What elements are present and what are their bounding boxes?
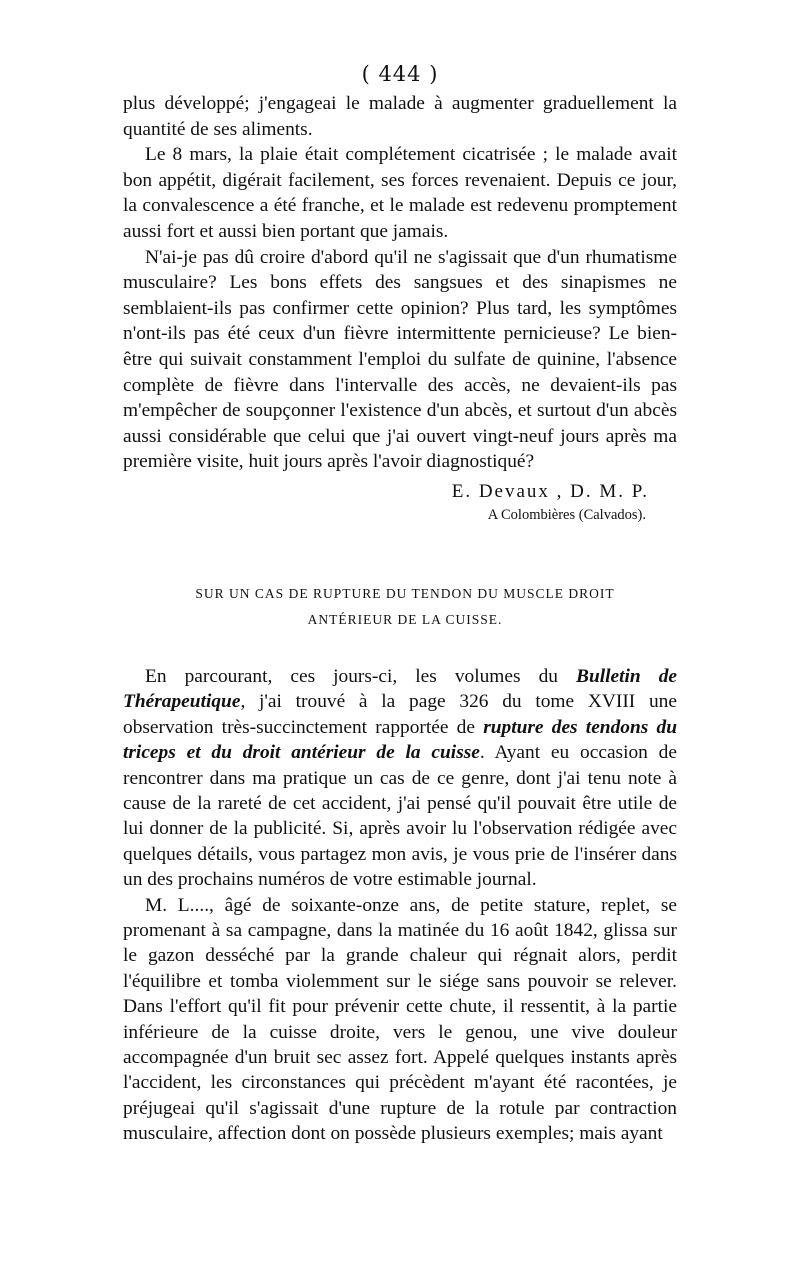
paragraph-recovery: Le 8 mars, la plaie était complétement cicatrisée ; le malade avait bon appétit, digérait facilement, ses forces revenaient. Depuis ce jour, la convalescence a été franche, et le malade est redevenu promptement aussi fort et aussi bien portant que jamais. bbox=[123, 144, 677, 242]
author-location: A Colombières (Calvados). bbox=[487, 506, 646, 523]
document-page bbox=[123, 60, 677, 1147]
journal-title: Bulletin de Thérapeutique bbox=[123, 665, 678, 713]
article-title bbox=[123, 581, 677, 633]
intro-text-c: . Ayant eu occasion de rencontrer dans ma pratique un cas de ce genre, dont j'ai tenu note à cause de la rareté de cet accident, j'ai pensé qu'il pouvait être utile de lui donner de la publicité. Si, après avoir lu l'observation rédigée avec quelques détails, vous partagez mon avis, je vous prie de l'insérer dans un des prochains numéros de votre estimable journal. bbox=[123, 742, 677, 891]
author-signature bbox=[123, 479, 677, 505]
intro-text-b: , j'ai trouvé à la page 326 du tome XVIII une observation très-succinctement rapportée de bbox=[123, 691, 677, 738]
paragraph-continuation: plus développé; j'engageai le malade à augmenter graduellement la quantité de ses aliments. bbox=[123, 93, 677, 140]
paragraph-case-description: M. L...., âgé de soixante-onze ans, de petite stature, replet, se promenant à sa campagne, dans la matinée du 16 août 1842, glissa sur le gazon desséché par la grande chaleur qui régnait alors, perdit l'équilibre et tomba violemment sur le siége sans pouvoir se relever. Dans l'effort qu'il fit pour prévenir cette chute, il ressentit, à la partie inférieure de la cuisse droite, vers le genou, une vive douleur accompagnée d'un bruit sec assez fort. Appelé quelques instants après l'accident, les circonstances qui précèdent m'ayant été racontées, je préjugeai qu'il s'agissait d'une rupture de la rotule par contraction musculaire, affection dont on possède plusieurs exemples; mais ayant bbox=[123, 894, 677, 1145]
author-name: E. Devaux , D. M. P. bbox=[451, 480, 649, 502]
paragraph-introduction bbox=[123, 664, 677, 893]
observation-title: rupture des tendons du triceps et du droit antérieur de la cuisse bbox=[123, 716, 677, 764]
article-title-line-2: ANTÉRIEUR DE LA CUISSE. bbox=[307, 611, 503, 627]
page-number: ( 444 ) bbox=[361, 62, 439, 86]
article-title-line-1: SUR UN CAS DE RUPTURE DU TENDON DU MUSCLE DROIT bbox=[195, 585, 615, 601]
paragraph-diagnosis-discussion: N'ai-je pas dû croire d'abord qu'il ne s'agissait que d'un rhumatisme musculaire? Les bons effets des sangsues et des sinapismes ne semblaient-ils pas confirmer cette opinion? Plus tard, les symptômes n'ont-ils pas été ceux d'un fièvre intermittente pernicieuse? Le bien-être qui suivait constamment l'emploi du sulfate de quinine, l'absence complète de fièvre dans l'intervalle des accès, ne devaient-ils pas m'empêcher de soupçonner l'existence d'un abcès, et surtout d'un abcès aussi considérable que celui que j'ai ouvert vingt-neuf jours après ma première visite, huit jours après l'avoir diagnostiqué? bbox=[123, 246, 677, 473]
intro-text-a: En parcourant, ces jours-ci, les volumes du bbox=[145, 665, 577, 687]
article-body bbox=[123, 664, 677, 1147]
